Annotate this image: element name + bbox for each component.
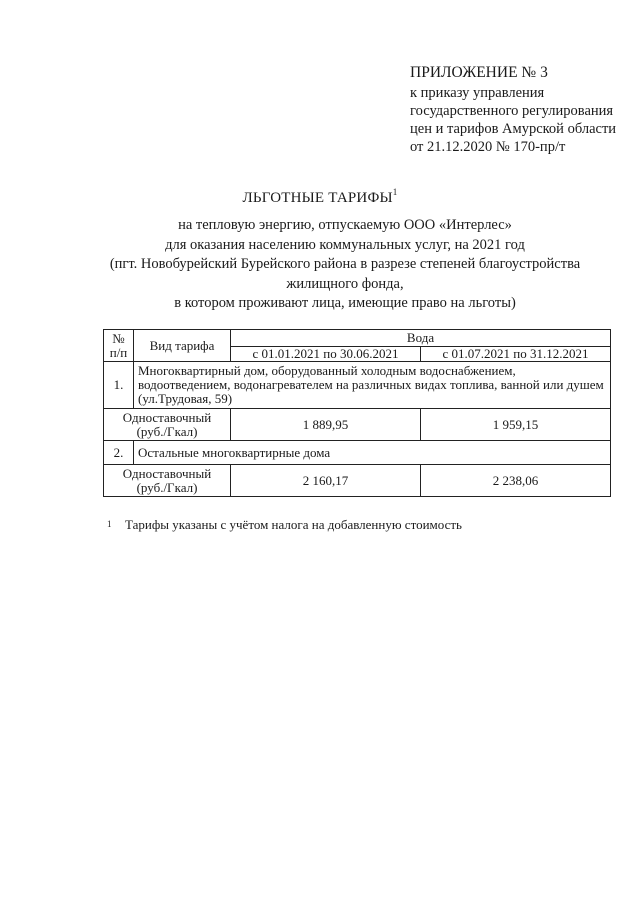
tariff-type-cell	[104, 465, 231, 497]
document-subtitle	[80, 216, 610, 314]
column-header-tariff-type: Вид тарифа	[134, 330, 231, 362]
table-row	[104, 409, 611, 441]
appendix-title: ПРИЛОЖЕНИЕ № 3	[410, 64, 548, 81]
tariff-unit-line: (руб./Гкал)	[136, 479, 198, 495]
row-number: 2.	[104, 441, 134, 465]
tariff-value-period-2: 1 959,15	[421, 409, 611, 441]
footnote	[107, 517, 462, 533]
row-description: Остальные многоквартирные дома	[134, 441, 611, 465]
appendix-line: государственного регулирования	[410, 103, 614, 119]
table-row	[104, 465, 611, 497]
column-header-number	[104, 330, 134, 362]
appendix-block	[410, 64, 616, 156]
table-row	[104, 441, 611, 465]
appendix-line: к приказу управления	[410, 85, 545, 101]
subtitle-line: для оказания населению коммунальных услуг, на 2021 год	[165, 236, 525, 253]
subtitle-line: (пгт. Новобурейский Бурейского района в разрезе степеней благоустройства	[109, 256, 581, 272]
tariff-type-cell	[104, 409, 231, 441]
table-header-row	[104, 330, 611, 347]
subtitle-line: жилищного фонда,	[286, 275, 404, 292]
column-group-water: Вода	[231, 330, 611, 347]
document-title	[0, 188, 640, 207]
header-number-bottom: п/п	[109, 344, 128, 360]
tariff-type-line: Одноставочный	[122, 409, 212, 425]
tariff-value-period-1: 1 889,95	[231, 409, 421, 441]
tariff-table	[103, 329, 611, 497]
title-text: ЛЬГОТНЫЕ ТАРИФЫ	[242, 190, 393, 206]
footnote-marker: 1	[107, 519, 112, 529]
footnote-text: Тарифы указаны с учётом налога на добавленную стоимость	[125, 517, 462, 532]
row-description: Многоквартирный дом, оборудованный холодным водоснабжением, водоотведением, водонагревателем на различных видах топлива, ванной или душем (ул.Трудовая, 59)	[134, 362, 611, 409]
row-number: 1.	[104, 362, 134, 409]
column-header-period-1: с 01.01.2021 по 30.06.2021	[231, 347, 421, 362]
subtitle-line: на тепловую энергию, отпускаемую ООО «Интерлес»	[178, 217, 512, 233]
header-number-top: №	[112, 330, 125, 346]
table-row	[104, 362, 611, 409]
appendix-line: от 21.12.2020 № 170-пр/т	[410, 139, 566, 155]
tariff-value-period-1: 2 160,17	[231, 465, 421, 497]
column-header-period-2: с 01.07.2021 по 31.12.2021	[421, 347, 611, 362]
tariff-value-period-2: 2 238,06	[421, 465, 611, 497]
footnote-marker: 1	[392, 187, 398, 197]
tariff-unit-line: (руб./Гкал)	[136, 423, 198, 439]
appendix-line: цен и тарифов Амурской области	[410, 121, 617, 137]
subtitle-line: в котором проживают лица, имеющие право на льготы)	[174, 295, 516, 311]
tariff-type-line: Одноставочный	[122, 465, 212, 481]
